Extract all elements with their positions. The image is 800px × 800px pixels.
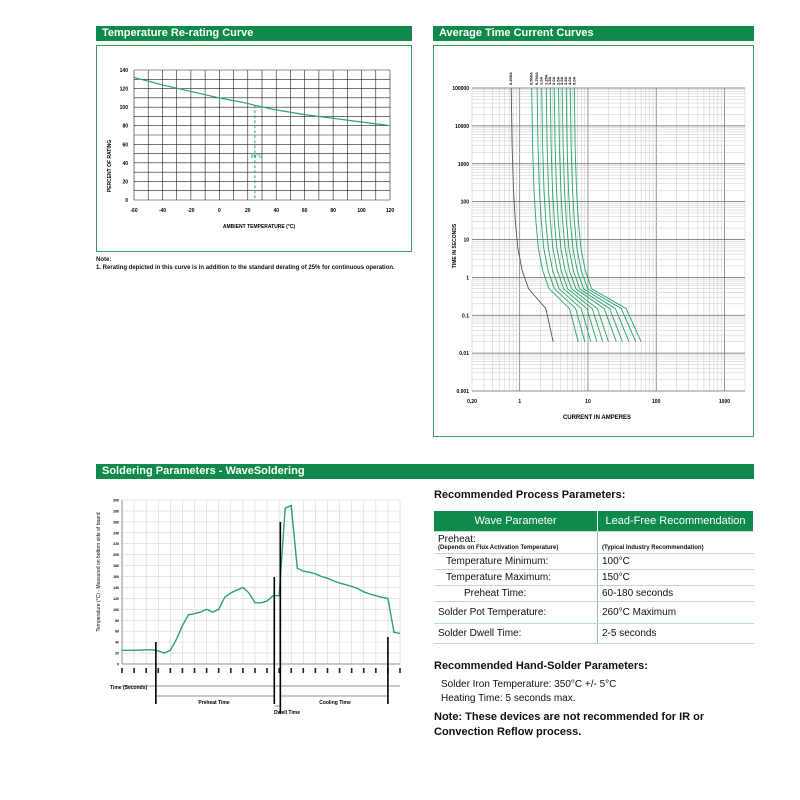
x-tick-mark <box>290 668 292 673</box>
curve-label: 5.0A <box>571 76 577 85</box>
y-tick-label: 100 <box>119 105 128 112</box>
rerating-chart <box>97 46 411 251</box>
x-tick-label: 10 <box>585 399 591 405</box>
curve-label: 0.750A <box>534 72 540 85</box>
wave-parameter-col-header: Wave Parameter <box>434 511 598 532</box>
y-tick-label: 60 <box>115 629 119 634</box>
preheat-time-label: Preheat Time: <box>434 586 598 602</box>
x-tick-label: -60 <box>130 208 138 214</box>
y-tick-label: 100 <box>113 607 119 612</box>
rerating-x-label: AMBIENT TEMPERATURE (°C) <box>222 224 296 230</box>
curve-label: 0.500A <box>528 72 534 85</box>
x-tick-label: 100 <box>652 399 661 405</box>
y-tick-label: 300 <box>113 498 119 503</box>
y-tick-label: 20 <box>115 651 119 656</box>
wave-parameter-table <box>434 511 754 644</box>
dwell-time-label: Solder Dwell Time: <box>434 624 598 644</box>
table-row <box>434 554 754 570</box>
x-tick-label: 1000 <box>718 399 731 405</box>
temp-max-value: 150°C <box>598 570 754 586</box>
y-tick-label: 100000 <box>452 86 469 92</box>
rerating-y-label: PERCENT OF RATING <box>107 139 113 193</box>
soldering-time-label: Time (Seconds) <box>110 685 148 691</box>
x-tick-mark <box>303 668 305 673</box>
y-tick-label: 1 <box>466 275 469 282</box>
temp-min-label: Temperature Minimum: <box>434 554 598 570</box>
curve-label: 4.0A <box>567 76 573 85</box>
x-tick-mark <box>157 668 159 673</box>
soldering-y-label: Temperature (°C) - Measured on bottom side of board <box>96 512 102 632</box>
x-tick-label: 100 <box>357 208 366 214</box>
curve-label: 3.0A <box>559 76 565 85</box>
soldering-dwell-label: Dwell Time <box>273 710 301 716</box>
y-tick-label: 60 <box>122 142 128 149</box>
y-tick-label: 0.1 <box>462 313 469 320</box>
y-tick-label: 120 <box>119 86 128 93</box>
solder-pot-label: Solder Pot Temperature: <box>434 602 598 624</box>
y-tick-label: 220 <box>113 542 119 547</box>
x-tick-label: -40 <box>158 208 167 214</box>
reflow-warning: Note: These devices are not recommended for IR or Convection Reflow process. <box>434 711 705 738</box>
x-tick-mark <box>206 668 208 673</box>
y-tick-label: 100 <box>460 199 469 206</box>
soldering-chart <box>92 482 412 732</box>
x-tick-mark <box>133 668 135 673</box>
table-row <box>434 624 754 644</box>
y-tick-label: 280 <box>113 509 119 514</box>
y-tick-label: 200 <box>113 553 119 558</box>
soldering-header: Soldering Parameters - WaveSoldering <box>96 464 754 479</box>
y-tick-label: 120 <box>113 596 119 601</box>
y-tick-label: 0 <box>117 662 119 667</box>
y-tick-label: 0.01 <box>459 351 469 358</box>
x-tick-label: 80 <box>330 208 336 214</box>
x-tick-mark <box>254 668 256 673</box>
curve-label: 0.200A <box>508 72 514 85</box>
x-tick-mark <box>399 668 401 673</box>
y-tick-label: 10000 <box>455 123 469 130</box>
x-tick-mark <box>266 668 268 673</box>
average-time-header: Average Time Current Curves <box>433 26 754 41</box>
table-row <box>434 570 754 586</box>
x-tick-label: 1 <box>518 399 522 405</box>
x-tick-mark <box>182 668 184 673</box>
x-tick-mark <box>351 668 353 673</box>
x-tick-mark <box>315 668 317 673</box>
table-row <box>434 602 754 624</box>
y-tick-label: 40 <box>115 640 119 645</box>
dwell-time-value: 2-5 seconds <box>598 624 754 644</box>
hand-solder-iron-temp: Solder Iron Temperature: 350°C +/- 5°C <box>441 679 617 690</box>
y-tick-label: 80 <box>115 618 119 623</box>
x-tick-mark <box>194 668 196 673</box>
x-tick-mark <box>242 668 244 673</box>
y-tick-label: 240 <box>113 531 119 536</box>
x-tick-label: 20 <box>244 208 251 214</box>
rerating-header: Temperature Re-rating Curve <box>96 26 412 41</box>
x-tick-label: 40 <box>273 208 280 214</box>
temp-max-label: Temperature Maximum: <box>434 570 598 586</box>
y-tick-label: 180 <box>113 564 119 569</box>
rerating-chart-frame <box>96 45 412 252</box>
x-tick-label: 0.20 <box>467 399 477 405</box>
x-tick-mark <box>121 668 123 673</box>
y-tick-label: 160 <box>113 575 119 580</box>
curve-label: 1.0A <box>538 76 544 85</box>
x-tick-mark <box>170 668 172 673</box>
y-tick-label: 40 <box>122 160 128 167</box>
preheat-recommendation: (Typical Industry Recommendation) <box>602 545 704 551</box>
average-time-chart-frame <box>433 45 754 437</box>
y-tick-label: 0.001 <box>456 389 469 395</box>
curve-label: 1.5A <box>547 76 553 85</box>
preheat-sub-label: (Depends on Flux Activation Temperature) <box>438 545 559 551</box>
table-row <box>434 532 754 554</box>
curve-label: 3.5A <box>563 76 569 85</box>
x-tick-mark <box>230 668 232 673</box>
rerating-note-text: 1. Rerating depicted in this curve is in addition to the standard derating of 25% for continuous operation. <box>96 265 395 271</box>
x-tick-label: 60 <box>301 208 308 214</box>
solder-pot-value: 260°C Maximum <box>598 602 754 624</box>
x-tick-label: -20 <box>187 208 195 214</box>
preheat-time-value: 60-180 seconds <box>598 586 754 602</box>
process-title: Recommended Process Parameters: <box>434 489 626 501</box>
hand-solder-heating-time: Heating Time: 5 seconds max. <box>441 693 576 704</box>
y-tick-label: 140 <box>113 585 119 590</box>
y-tick-label: 140 <box>119 68 128 74</box>
soldering-cooling-label: Cooling Time <box>319 700 351 706</box>
temp-min-value: 100°C <box>598 554 754 570</box>
y-tick-label: 1000 <box>457 161 469 168</box>
x-tick-label: 120 <box>385 208 395 214</box>
curve-label: 2.0A <box>551 76 557 85</box>
x-tick-label: 0 <box>217 208 221 214</box>
x-tick-mark <box>218 668 220 673</box>
y-tick-label: 0 <box>125 198 128 204</box>
preheat-label: Preheat: <box>438 534 476 545</box>
rerating-note-title: Note: <box>96 257 112 263</box>
hand-solder-title: Recommended Hand-Solder Parameters: <box>434 660 648 672</box>
average-time-y-label: TIME IN SECONDS <box>452 223 458 269</box>
lead-free-col-header: Lead-Free Recommendation <box>598 511 754 532</box>
x-tick-mark <box>339 668 341 673</box>
rerating-reference-label: 25°C <box>250 153 263 160</box>
table-row <box>434 586 754 602</box>
average-time-x-label: CURRENT IN AMPERES <box>562 415 632 421</box>
x-tick-mark <box>375 668 377 673</box>
curve-label: 1.25A <box>543 74 549 85</box>
x-tick-mark <box>363 668 365 673</box>
y-tick-label: 260 <box>113 520 119 525</box>
soldering-preheat-label: Preheat Time <box>198 700 230 706</box>
average-time-chart <box>434 46 753 436</box>
x-tick-mark <box>145 668 147 673</box>
curve-label: 2.5A <box>555 76 561 85</box>
y-tick-label: 80 <box>122 123 128 130</box>
y-tick-label: 10 <box>463 237 469 244</box>
y-tick-label: 20 <box>122 179 128 186</box>
x-tick-mark <box>327 668 329 673</box>
